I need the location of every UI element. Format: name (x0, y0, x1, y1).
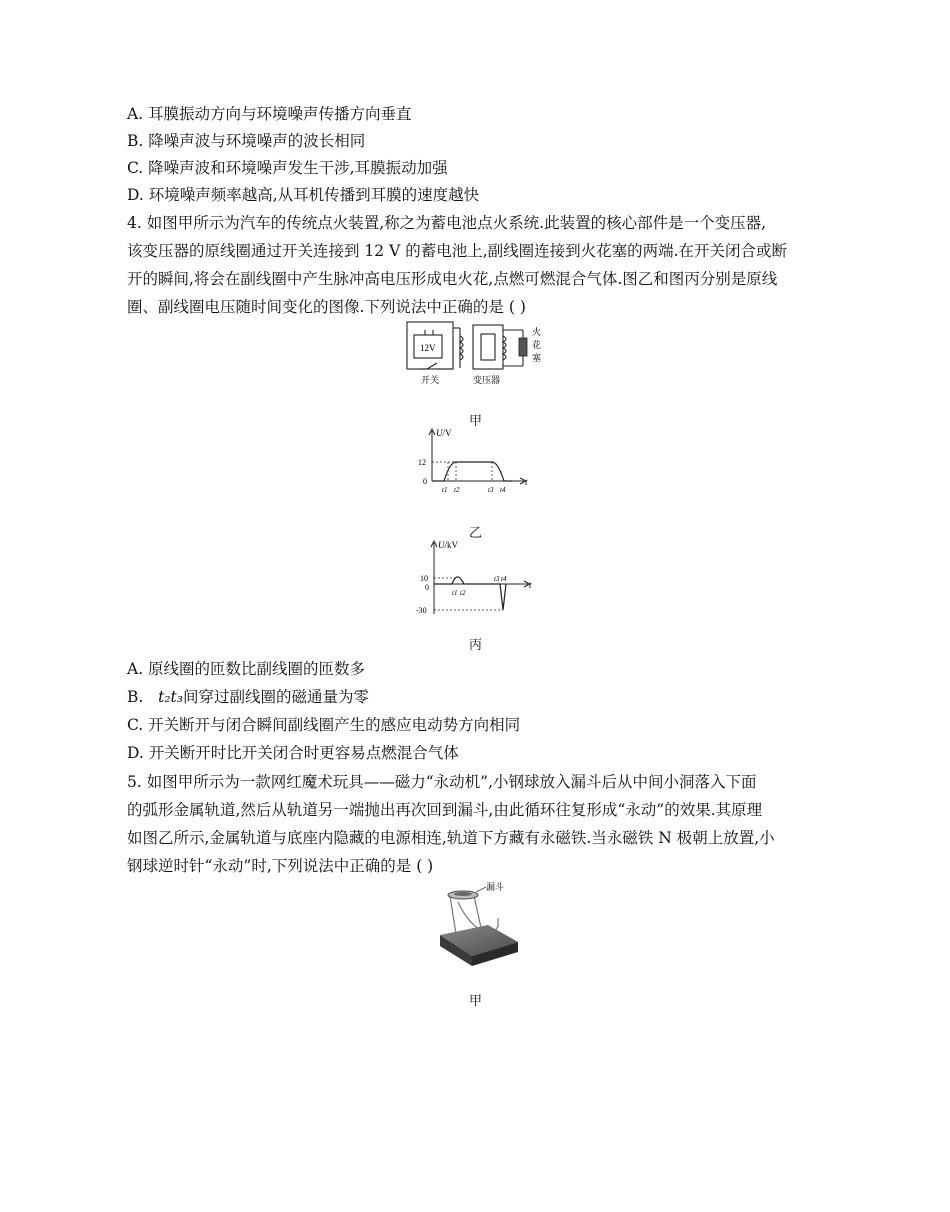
q4-stem-line-2: 该变压器的原线圈通过开关连接到 12 V 的蓄电池上,副线圈连接到火花塞的两端.在开关闭合或断 (127, 242, 788, 260)
q4-option-b-var: t₂t₃ (158, 688, 183, 706)
q4-stem-line-1: 4. 如图甲所示为汽车的传统点火装置,称之为蓄电池点火系统.此装置的核心部件是一个变压器, (127, 214, 766, 232)
yi-ylabel-unit: /V (442, 428, 452, 438)
bing-ylabel-var: U (438, 540, 445, 550)
spark-plug-icon (519, 338, 527, 356)
q4-stem-line-4: 圈、副线圈电压随时间变化的图像.下列说法中正确的是 ( ) (127, 298, 526, 316)
secondary-voltage-graph (412, 538, 537, 620)
bing-t1: t1 (452, 589, 458, 597)
q3-option-a: A. 耳膜振动方向与环境噪声传播方向垂直 (127, 105, 412, 123)
q4-option-b-text: 间穿过副线圈的磁通量为零 (183, 688, 370, 706)
bing-tick-neg30: -30 (416, 606, 427, 615)
q3-option-b: B. 降噪声波与环境噪声的波长相同 (127, 132, 366, 150)
perpetual-motion-toy-photo (436, 880, 526, 972)
bing-origin: 0 (425, 583, 429, 592)
transformer-label: 变压器 (473, 375, 501, 385)
yi-t1: t1 (442, 486, 448, 494)
q5-stem-line-2: 的弧形金属轨道,然后从轨道另一端抛出再次回到漏斗,由此循环往复形成“永动”的效果.其原理 (127, 801, 763, 819)
caption-bing: 丙 (469, 638, 483, 653)
yi-xlabel: t (525, 477, 528, 487)
q4-option-b-prefix: B. (127, 688, 144, 706)
q5-stem-line-4: 钢球逆时针“永动”时,下列说法中正确的是 ( ) (127, 857, 434, 875)
bing-t4: t4 (501, 575, 507, 583)
bing-tick-10: 10 (420, 574, 428, 583)
q3-option-c: C. 降噪声波和环境噪声发生干涉,耳膜振动加强 (127, 159, 448, 177)
yi-t2: t2 (454, 486, 460, 494)
battery-label: 12V (420, 343, 436, 353)
q3-option-d: D. 环境噪声频率越高,从耳机传播到耳膜的速度越快 (127, 186, 480, 204)
yi-tick-12: 12 (418, 458, 426, 467)
spark-label-2: 花 (532, 340, 542, 350)
q4-option-c: C. 开关断开与闭合瞬间副线圈产生的感应电动势方向相同 (127, 716, 521, 734)
switch-label: 开关 (421, 375, 440, 385)
yi-origin: 0 (423, 477, 427, 486)
bing-xlabel: t (529, 580, 532, 590)
bing-t2: t2 (460, 589, 466, 597)
q4-option-d: D. 开关断开时比开关闭合时更容易点燃混合气体 (127, 744, 459, 762)
q5-stem-line-1: 5. 如图甲所示为一款网红魔术玩具——磁力“永动机”,小钢球放入漏斗后从中间小洞落入下面 (127, 773, 757, 791)
caption-q5-jia: 甲 (469, 994, 483, 1009)
yi-t3: t3 (488, 486, 494, 494)
funnel-label: 漏斗 (486, 882, 505, 892)
spark-label-3: 塞 (532, 353, 542, 363)
ignition-circuit-diagram (405, 320, 555, 392)
svg-text:U/V (436, 428, 452, 438)
yi-ylabel-var: U (436, 428, 443, 438)
spark-label-1: 火 (532, 327, 542, 337)
q4-option-a: A. 原线圈的匝数比副线圈的匝数多 (127, 660, 366, 678)
caption-jia: 甲 (469, 414, 483, 429)
q4-option-b (127, 687, 369, 707)
q5-stem-line-3: 如图乙所示,金属轨道与底座内隐藏的电源相连,轨道下方藏有永磁铁.当永磁铁 N 极朝上放置,小 (127, 829, 775, 847)
bing-ylabel-unit: /kV (444, 540, 458, 550)
yi-t4: t4 (500, 486, 506, 494)
svg-text:U/kV (438, 540, 459, 550)
caption-yi: 乙 (469, 526, 483, 541)
bing-t3: t3 (494, 575, 500, 583)
primary-voltage-graph (412, 426, 532, 496)
q4-stem-line-3: 开的瞬间,将会在副线圈中产生脉冲高电压形成电火花,点燃可燃混合气体.图乙和图丙分别是原线 (127, 270, 778, 288)
